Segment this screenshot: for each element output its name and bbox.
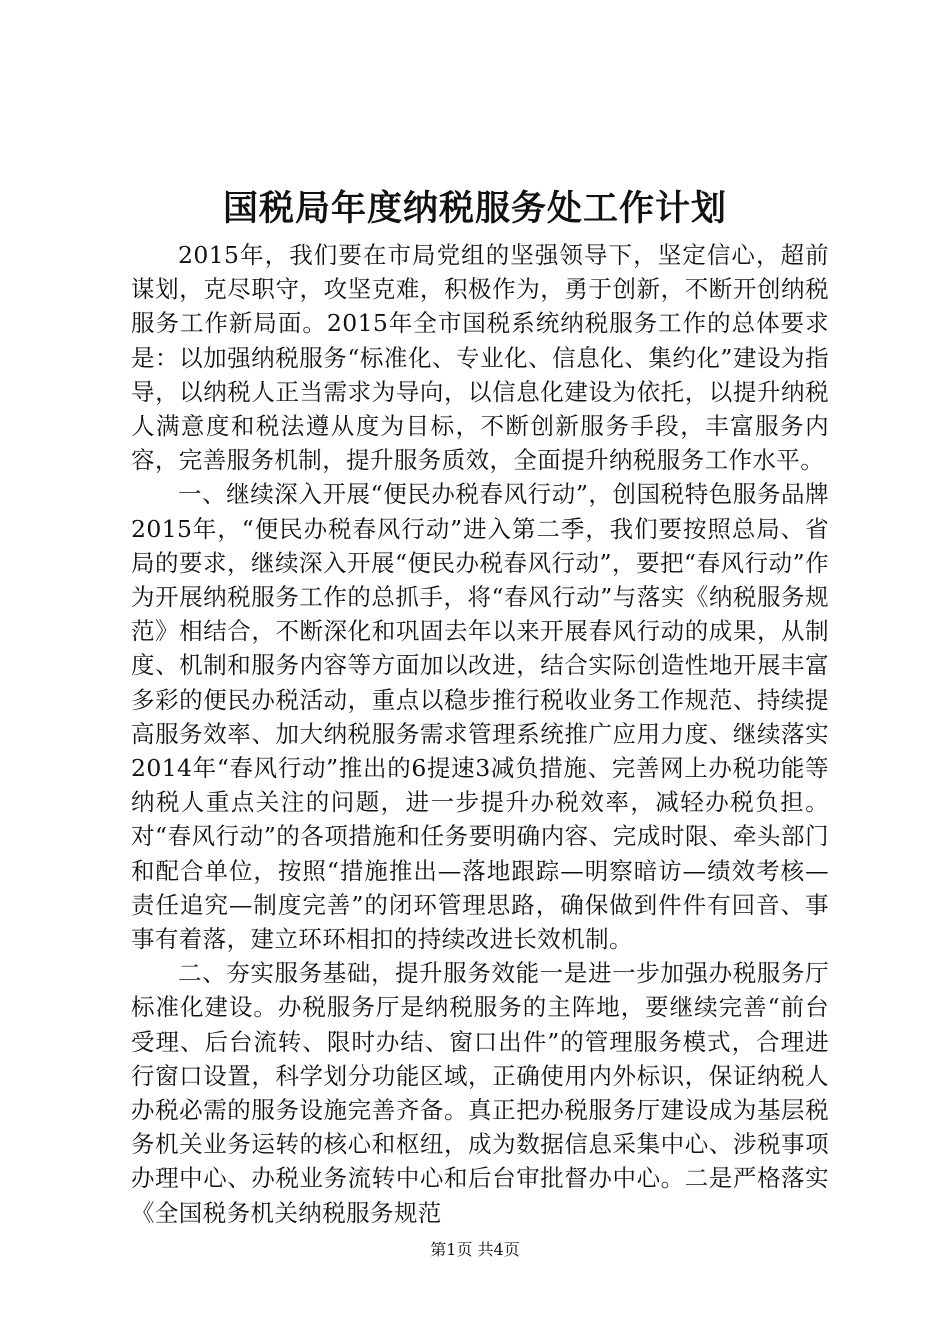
paragraph-intro: 2015年，我们要在市局党组的坚强领导下，坚定信心，超前谋划，克尽职守，攻坚克难，积极作为，勇于创新，不断开创纳税服务工作新局面。2015年全市国税系统纳税服务工作的总体要求是：以加强纳税服务“标准化、专业化、信息化、集约化”建设为指导，以纳税人正当需求为导向，以信息化建设为依托，以提升纳税人满意度和税法遵从度为目标，不断创新服务手段，丰富服务内容，完善服务机制，提升服务质效，全面提升纳税服务工作水平。: [131, 241, 829, 475]
document-body: [131, 238, 829, 1230]
document-title: 国税局年度纳税服务处工作计划: [222, 189, 727, 229]
paragraph-section-1: 一、继续深入开展“便民办税春风行动”，创国税特色服务品牌2015年，“便民办税春风行动”进入第二季，我们要按照总局、省局的要求，继续深入开展“便民办税春风行动”，要把“春风行动”作为开展纳税服务工作的总抓手，将“春风行动”与落实《纳税服务规范》相结合，不断深化和巩固去年以来开展春风行动的成果，从制度、机制和服务内容等方面加以改进，结合实际创造性地开展丰富多彩的便民办税活动，重点以稳步推行税收业务工作规范、持续提高服务效率、加大纳税服务需求管理系统推广应用力度、继续落实2014年“春风行动”推出的6提速3减负措施、完善网上办税功能等纳税人重点关注的问题，进一步提升办税效率，减轻办税负担。对“春风行动”的各项措施和任务要明确内容、完成时限、牵头部门和配合单位，按照“措施推出—落地跟踪—明察暗访—绩效考核—责任追究—制度完善”的闭环管理思路，确保做到件件有回音、事事有着落，建立环环相扣的持续改进长效机制。: [131, 480, 829, 954]
paragraph-section-2: 二、夯实服务基础，提升服务效能一是进一步加强办税服务厅标准化建设。办税服务厅是纳税服务的主阵地，要继续完善“前台受理、后台流转、限时办结、窗口出件”的管理服务模式，合理进行窗口设置，科学划分功能区域，正确使用内外标识，保证纳税人办税必需的服务设施完善齐备。真正把办税服务厅建设成为基层税务机关业务运转的核心和枢纽，成为数据信息采集中心、涉税事项办理中心、办税业务流转中心和后台审批督办中心。二是严格落实《全国税务机关纳税服务规范: [131, 959, 829, 1227]
page-footer: 第1页 共4页: [430, 1240, 520, 1259]
